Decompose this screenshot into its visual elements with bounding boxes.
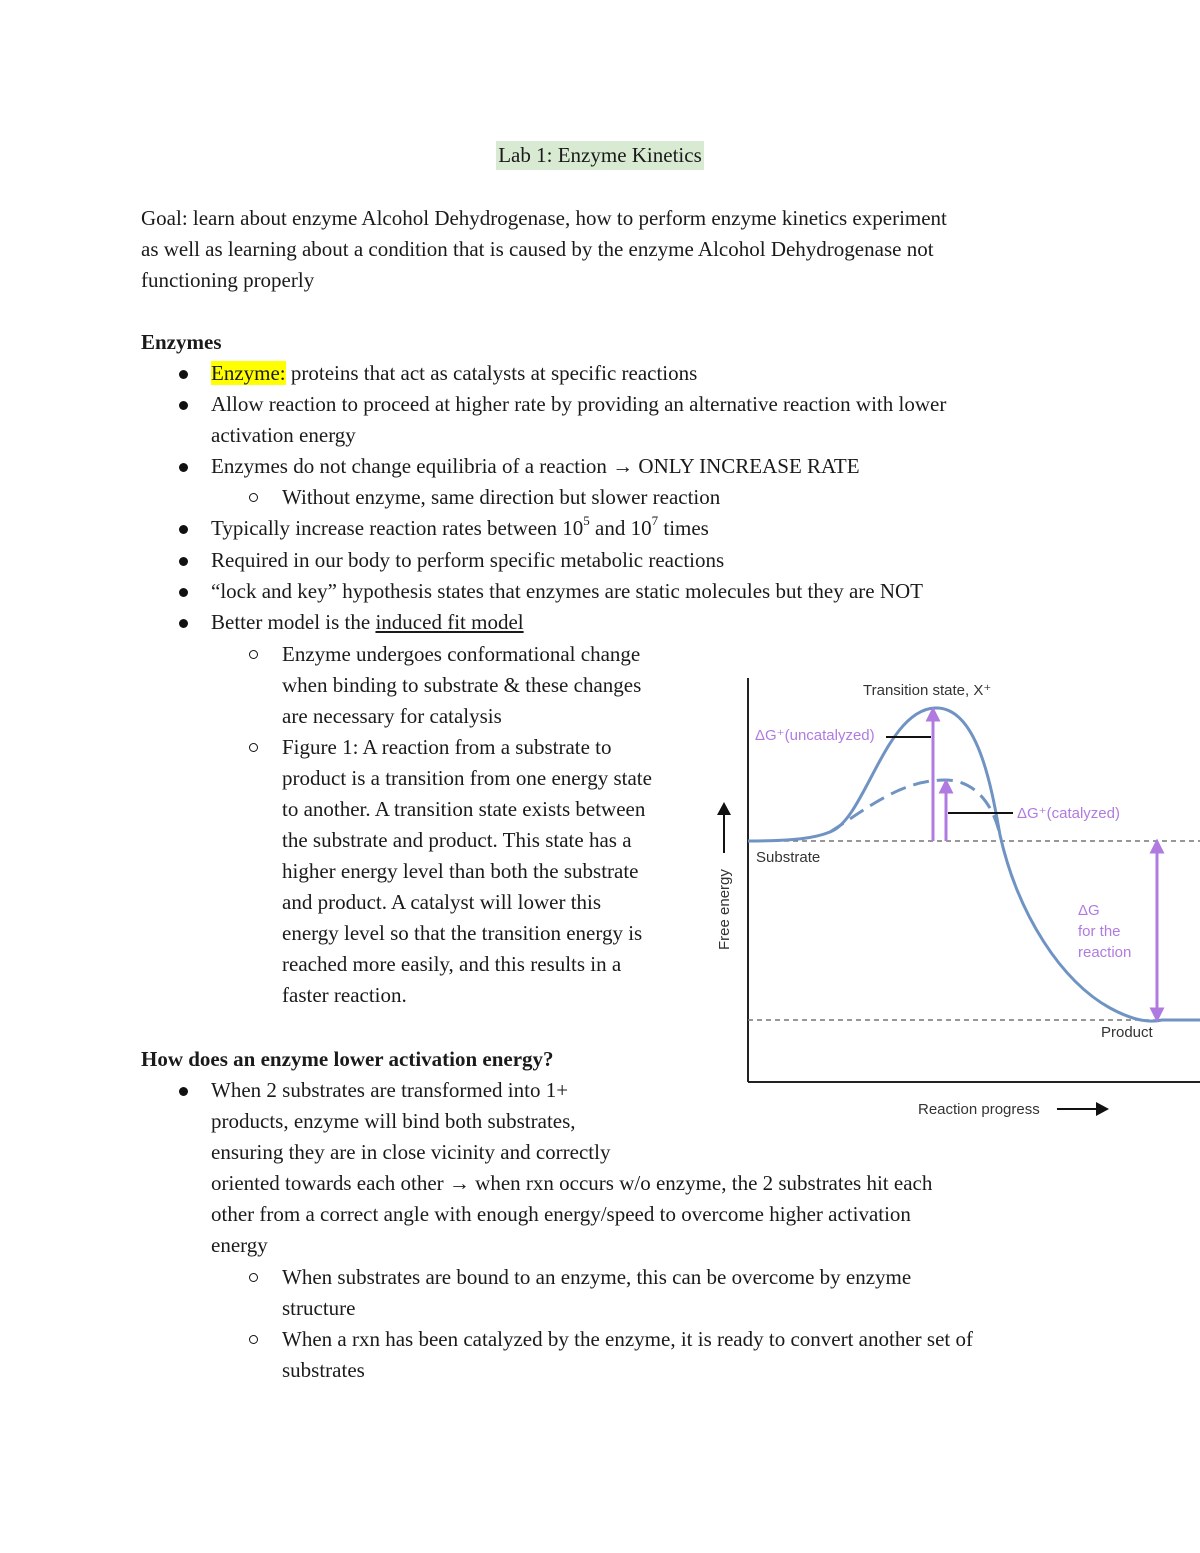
bullet-equilibria: Enzymes do not change equilibria of a reaction → ONLY INCREASE RATE — [211, 454, 860, 478]
bullet-lock-and-key: “lock and key” hypothesis states that enzymes are static molecules but they are NOT — [211, 579, 924, 603]
bullet-dot — [179, 619, 188, 628]
activation-sub-1-line-1: When substrates are bound to an enzyme, this can be overcome by enzyme — [282, 1265, 912, 1289]
rate-exponent-2: 7 — [651, 513, 659, 528]
goal-line-2: as well as learning about a condition that is caused by the enzyme Alcohol Dehydrogenase not — [141, 237, 934, 261]
bullet-enzyme-definition — [211, 358, 697, 389]
page-title-wrap — [0, 141, 1200, 170]
induced-fit-desc-1: Enzyme undergoes conformational change — [282, 642, 641, 666]
x-axis-label-arrowhead — [1096, 1102, 1109, 1116]
bullet-dot — [179, 557, 188, 566]
y-axis-label: Free energy — [716, 869, 733, 950]
substrate-label: Substrate — [756, 849, 821, 866]
rate-text-3: times — [658, 516, 709, 540]
activation-bullet-line-1: When 2 substrates are transformed into 1+ — [211, 1078, 569, 1102]
product-label: Product — [1101, 1024, 1153, 1041]
uncatalyzed-label: ΔG⁺(uncatalyzed) — [755, 727, 875, 744]
figure-caption-2: product is a transition from one energy state — [282, 766, 652, 790]
goal-line-3: functioning properly — [141, 268, 315, 292]
bullet-dot — [179, 401, 188, 410]
catalyzed-label: ΔG⁺(catalyzed) — [1017, 805, 1120, 822]
bullet-dot — [179, 463, 188, 472]
transition-state-label: Transition state, X⁺ — [863, 682, 992, 699]
activation-sub-2-line-2: substrates — [282, 1358, 365, 1382]
figure-caption-4: the substrate and product. This state has a — [282, 828, 632, 852]
sub-bullet-without-enzyme: Without enzyme, same direction but slower reaction — [282, 485, 721, 509]
bullet-metabolic: Required in our body to perform specific metabolic reactions — [211, 548, 725, 572]
activation-bullet-line-6: energy — [211, 1233, 268, 1257]
bullet-dot — [179, 1087, 188, 1096]
bullet-dot — [179, 370, 188, 379]
activation-heading: How does an enzyme lower activation energy? — [141, 1047, 554, 1071]
sub-bullet-circle — [249, 493, 258, 502]
figure-caption-9: faster reaction. — [282, 983, 407, 1007]
activation-bullet-line-5: other from a correct angle with enough energy/speed to overcome higher activation — [211, 1202, 911, 1226]
dg-reaction-label-1: ΔG — [1078, 902, 1100, 919]
induced-fit-desc-2: when binding to substrate & these changes — [282, 673, 642, 697]
sub-bullet-circle — [249, 650, 258, 659]
goal-line-1: Goal: learn about enzyme Alcohol Dehydrogenase, how to perform enzyme kinetics experiment — [141, 206, 947, 230]
induced-fit-desc-3: are necessary for catalysis — [282, 704, 502, 728]
enzymes-heading: Enzymes — [141, 330, 222, 354]
energy-diagram — [700, 670, 1200, 1130]
activation-bullet-line-2: products, enzyme will bind both substrates, — [211, 1109, 576, 1133]
activation-sub-1-line-2: structure — [282, 1296, 356, 1320]
bullet-dot — [179, 525, 188, 534]
bullet-rate-increase — [211, 513, 709, 544]
enzyme-term-highlight: Enzyme: — [211, 361, 286, 385]
x-axis-label: Reaction progress — [918, 1101, 1040, 1118]
figure-caption-1: Figure 1: A reaction from a substrate to — [282, 735, 612, 759]
activation-bullet-line-3: ensuring they are in close vicinity and correctly — [211, 1140, 611, 1164]
induced-fit-model-underlined: induced fit model — [375, 610, 524, 634]
activation-bullet-line-4: oriented towards each other → when rxn occurs w/o enzyme, the 2 substrates hit each — [211, 1171, 933, 1195]
activation-sub-2-line-1: When a rxn has been catalyzed by the enzyme, it is ready to convert another set of — [282, 1327, 973, 1351]
dg-reaction-label-3: reaction — [1078, 944, 1132, 961]
page-title: Lab 1: Enzyme Kinetics — [496, 141, 704, 170]
bullet-alternative-reaction-cont: activation energy — [211, 423, 356, 447]
sub-bullet-circle — [249, 1335, 258, 1344]
enzyme-definition-text: proteins that act as catalysts at specific reactions — [285, 361, 698, 385]
figure-caption-5: higher energy level than both the substrate — [282, 859, 639, 883]
rate-exponent-1: 5 — [583, 513, 590, 528]
sub-bullet-circle — [249, 1273, 258, 1282]
bullet-induced-fit — [211, 607, 524, 638]
y-axis-label-arrowhead — [717, 802, 731, 815]
bullet-alternative-reaction: Allow reaction to proceed at higher rate by providing an alternative reaction with lower — [211, 392, 947, 416]
induced-fit-prefix: Better model is the — [211, 610, 376, 634]
figure-caption-3: to another. A transition state exists between — [282, 797, 646, 821]
figure-caption-6: and product. A catalyst will lower this — [282, 890, 602, 914]
rate-text-1: Typically increase reaction rates between 10 — [211, 516, 584, 540]
rate-text-2: and 10 — [589, 516, 652, 540]
figure-caption-8: reached more easily, and this results in a — [282, 952, 622, 976]
sub-bullet-circle — [249, 743, 258, 752]
bullet-dot — [179, 588, 188, 597]
dg-reaction-label-2: for the — [1078, 923, 1121, 940]
figure-caption-7: energy level so that the transition energy is — [282, 921, 643, 945]
